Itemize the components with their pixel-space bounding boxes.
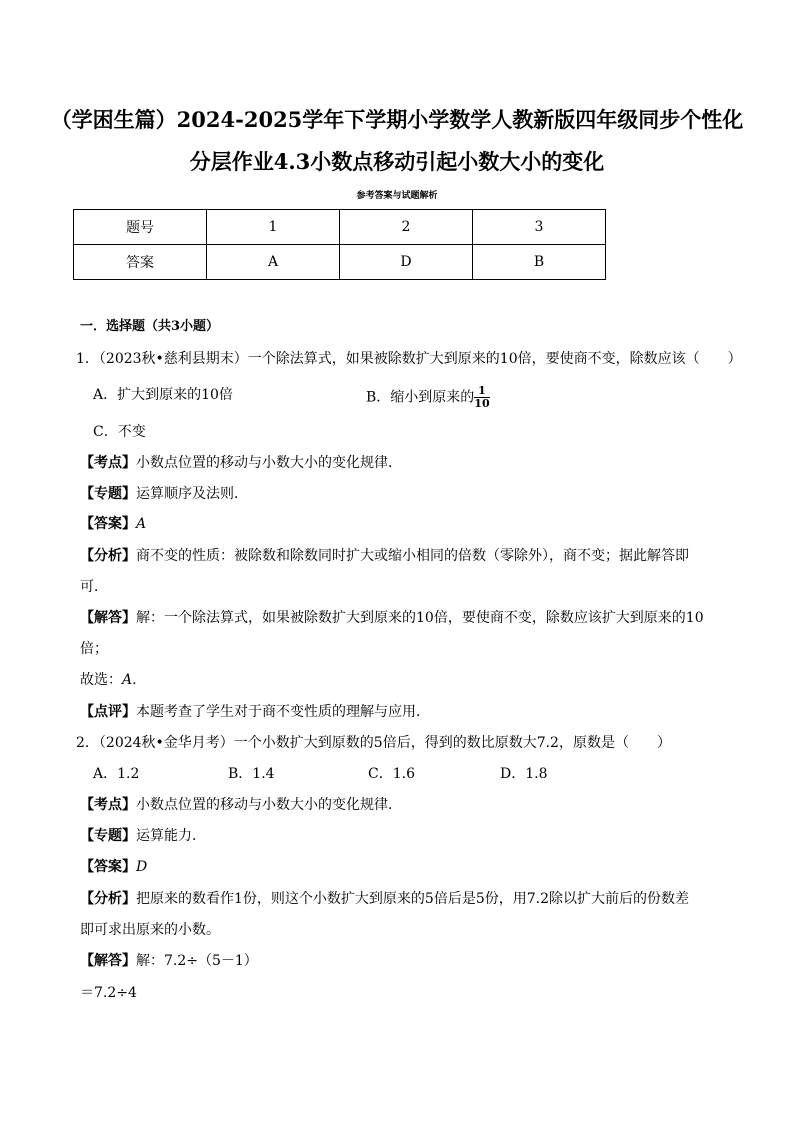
q1-fenxi-cont: 可． xyxy=(80,579,108,595)
table-row xyxy=(74,210,606,245)
answer-table xyxy=(73,209,606,280)
table-cell: 1 xyxy=(207,210,340,245)
jieda-final-suffix: ． xyxy=(132,672,147,688)
jieda-tag: 【解答】 xyxy=(80,953,136,969)
q2-daan xyxy=(80,857,147,877)
dianping-text: 本题考查了学生对于商不变性质的理解与应用． xyxy=(136,704,430,720)
document-subtitle: 参考答案与试题解析 xyxy=(356,191,438,201)
q1-option-b-text: B．缩小到原来的 xyxy=(366,389,475,406)
table-cell: 3 xyxy=(473,210,606,245)
kaodian-text: 小数点位置的移动与小数大小的变化规律． xyxy=(136,797,402,813)
q1-dianping xyxy=(80,702,430,722)
q1-option-c: C．不变 xyxy=(93,424,146,440)
section-heading: 一．选择题（共3小题） xyxy=(80,319,220,334)
daan-tag: 【答案】 xyxy=(80,859,136,875)
q2-option-d: D．1.8 xyxy=(500,766,548,782)
q2-jieda-cont: ＝7.2÷4 xyxy=(80,985,137,1001)
table-cell: 2 xyxy=(340,210,473,245)
table-cell: D xyxy=(340,245,473,280)
fenxi-text: 把原来的数看作1份，则这个小数扩大到原来的5倍后是5份，用7.2除以扩大前后的份数差 xyxy=(136,891,689,907)
jieda-text: 解：7.2÷（5－1） xyxy=(136,953,258,969)
zhuanti-text: 运算顺序及法则． xyxy=(136,486,248,502)
zhuanti-tag: 【专题】 xyxy=(80,828,136,844)
q2-kaodian xyxy=(80,795,402,815)
q1-fenxi xyxy=(80,546,689,566)
q1-kaodian xyxy=(80,453,402,473)
q2-jieda xyxy=(80,951,258,971)
q1-zhuanti xyxy=(80,484,248,504)
document-title-line1: （学困生篇）2024-2025学年下学期小学数学人教新版四年级同步个性化 xyxy=(50,107,744,132)
table-row xyxy=(74,245,606,280)
fenxi-text: 商不变的性质：被除数和除数同时扩大或缩小相同的倍数（零除外），商不变；据此解答即 xyxy=(136,548,689,564)
q1-stem: 1．（2023秋•慈利县期末）一个除法算式，如果被除数扩大到原来的10倍，要使商不变，除数应该（ ） xyxy=(76,351,742,367)
jieda-text: 解：一个除法算式，如果被除数扩大到原来的10倍，要使商不变，除数应该扩大到原来的10 xyxy=(136,610,704,626)
zhuanti-text: 运算能力． xyxy=(136,828,206,844)
jieda-final-answer: A xyxy=(122,672,133,688)
q2-fenxi-cont: 即可求出原来的小数。 xyxy=(80,922,220,938)
zhuanti-tag: 【专题】 xyxy=(80,486,136,502)
q1-option-b xyxy=(366,385,490,410)
q2-stem: 2．（2024秋•金华月考）一个小数扩大到原数的5倍后，得到的数比原数大7.2，原数是（ ） xyxy=(76,735,671,751)
table-cell: A xyxy=(207,245,340,280)
kaodian-text: 小数点位置的移动与小数大小的变化规律． xyxy=(136,455,402,471)
fenxi-tag: 【分析】 xyxy=(80,548,136,564)
table-cell: B xyxy=(473,245,606,280)
q1-daan xyxy=(80,514,146,534)
q2-option-c: C．1.6 xyxy=(368,766,415,782)
q1-jieda xyxy=(80,608,704,628)
jieda-final-prefix: 故选： xyxy=(80,672,122,688)
q2-zhuanti xyxy=(80,826,206,846)
table-cell: 题号 xyxy=(74,210,207,245)
daan-text: D xyxy=(136,859,148,875)
daan-tag: 【答案】 xyxy=(80,516,136,532)
document-title-line2: 分层作业4.3小数点移动引起小数大小的变化 xyxy=(189,149,605,174)
kaodian-tag: 【考点】 xyxy=(80,797,136,813)
q1-jieda-cont: 倍； xyxy=(80,641,108,657)
fraction-denominator: 10 xyxy=(474,397,490,410)
q2-option-a: A．1.2 xyxy=(93,766,140,782)
kaodian-tag: 【考点】 xyxy=(80,455,136,471)
fraction-numerator: 1 xyxy=(474,385,489,398)
q1-option-b-fraction xyxy=(474,385,489,410)
q1-jieda-final xyxy=(80,670,146,690)
q1-option-a: A．扩大到原来的10倍 xyxy=(93,387,233,403)
jieda-tag: 【解答】 xyxy=(80,610,136,626)
fenxi-tag: 【分析】 xyxy=(80,891,136,907)
q2-fenxi xyxy=(80,889,689,909)
dianping-tag: 【点评】 xyxy=(80,704,136,720)
q2-option-b: B．1.4 xyxy=(228,766,275,782)
daan-text: A xyxy=(136,516,147,532)
table-cell: 答案 xyxy=(74,245,207,280)
